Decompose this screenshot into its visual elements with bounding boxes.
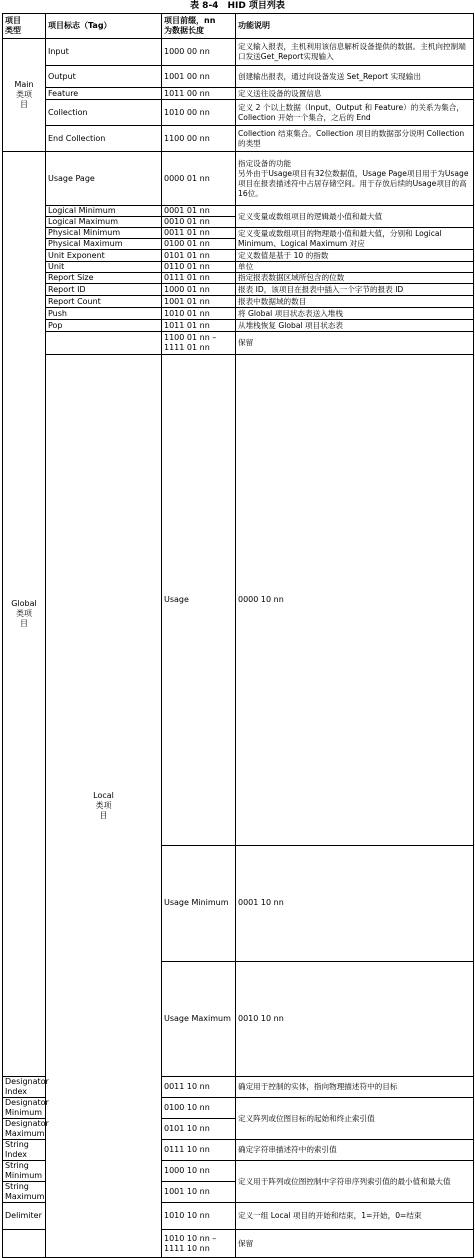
table-row (3, 332, 474, 355)
prefix-cell: 1100 01 nn – 1111 01 nn (162, 332, 236, 355)
tag-cell: Designator Maximum (3, 1119, 46, 1140)
tag-cell: String Maximum (3, 1182, 46, 1203)
description-cell: 单位 (236, 262, 474, 273)
tag-cell: String Index (3, 1140, 46, 1161)
prefix-cell: 1011 00 nn (162, 88, 236, 100)
table-row (3, 296, 474, 308)
tag-cell: Delimiter (3, 1203, 46, 1230)
table-row (3, 355, 474, 846)
tag-cell: Report Count (46, 296, 162, 308)
tag-cell: Usage Minimum (162, 846, 236, 962)
tag-cell: Feature (46, 88, 162, 100)
prefix-cell: 1000 10 nn (162, 1161, 236, 1182)
tag-cell: Report ID (46, 284, 162, 296)
prefix-cell: 0000 01 nn (162, 152, 236, 206)
tag-cell: End Collection (46, 126, 162, 152)
prefix-cell: 1010 10 nn – 1111 10 nn (162, 1230, 236, 1258)
tag-cell: Designator Minimum (3, 1098, 46, 1119)
header-item-type: 项目 类型 (3, 14, 46, 39)
tag-cell (3, 1230, 46, 1258)
table-row (3, 206, 474, 217)
tag-cell: Physical Maximum (46, 239, 162, 250)
description-cell: 报表 ID，该项目在报表中插入一个字节的报表 ID (236, 284, 474, 296)
description-cell: 定义输入报表，主机利用该信息解析设备提供的数据。主机向控制端口发送Get_Report实现输入 (236, 39, 474, 66)
tag-cell: Input (46, 39, 162, 66)
tag-cell: Usage Maximum (162, 961, 236, 1077)
prefix-cell: 1100 00 nn (162, 126, 236, 152)
table-row (3, 273, 474, 284)
description-cell: 将 Global 项目状态表送入堆栈 (236, 308, 474, 320)
table-row (3, 88, 474, 100)
prefix-cell: 0011 01 nn (162, 228, 236, 239)
tag-cell: Designator Index (3, 1077, 46, 1098)
description-cell: Collection 结束集合。Collection 项目的数据部分说明 Collection 的类型 (236, 126, 474, 152)
tag-cell (46, 332, 162, 355)
tag-cell: Push (46, 308, 162, 320)
description-cell: 报表中数据域的数目 (236, 296, 474, 308)
prefix-cell: 0100 10 nn (162, 1098, 236, 1119)
description-cell: 保留 (236, 332, 474, 355)
header-prefix: 项目前缀，nn 为数据长度 (162, 14, 236, 39)
header-function: 功能说明 (236, 14, 474, 39)
table-row (3, 100, 474, 126)
tag-cell: Report Size (46, 273, 162, 284)
table-body (3, 39, 474, 1258)
description-cell: 指定报表数据区域所包含的位数 (236, 273, 474, 284)
table-row (3, 228, 474, 239)
prefix-cell: 1000 01 nn (162, 284, 236, 296)
description-cell: 定义送往设备的设置信息 (236, 88, 474, 100)
tag-cell: Collection (46, 100, 162, 126)
header-tag: 项目标志（Tag） (46, 14, 162, 39)
prefix-cell: 1001 00 nn (162, 66, 236, 88)
table-row (3, 308, 474, 320)
prefix-cell: 0001 01 nn (162, 206, 236, 217)
tag-cell: Physical Minimum (46, 228, 162, 239)
prefix-cell: 0111 01 nn (162, 273, 236, 284)
description-cell: 定义阵列或位图目标的起始和终止索引值 (236, 1098, 474, 1140)
prefix-cell: 0000 10 nn (236, 355, 474, 846)
tag-cell: Pop (46, 320, 162, 332)
table-row (3, 66, 474, 88)
table-row (3, 126, 474, 152)
prefix-cell: 0110 01 nn (162, 262, 236, 273)
description-cell: 定义用于阵列或位图控制中字符串序列索引值的最小值和最大值 (236, 1161, 474, 1203)
description-cell: 定义变量或数组项目的逻辑最小值和最大值 (236, 206, 474, 228)
tag-cell: Usage Page (46, 152, 162, 206)
tag-cell: Unit Exponent (46, 250, 162, 262)
description-cell: 保留 (236, 1230, 474, 1258)
table-row (3, 250, 474, 262)
description-cell: 确定字符串描述符中的索引值 (236, 1140, 474, 1161)
prefix-cell: 0100 01 nn (162, 239, 236, 250)
tag-cell: String Minimum (3, 1161, 46, 1182)
header-row (3, 14, 474, 39)
table-row (3, 39, 474, 66)
description-cell: 定义 2 个以上数据（Input、Output 和 Feature）的关系为集合，Collection 开始一个集合，之后的 End (236, 100, 474, 126)
prefix-cell: 1010 10 nn (162, 1203, 236, 1230)
tag-cell: Unit (46, 262, 162, 273)
prefix-cell: 0010 01 nn (162, 217, 236, 228)
tag-cell: Output (46, 66, 162, 88)
prefix-cell: 1000 00 nn (162, 39, 236, 66)
prefix-cell: 0011 10 nn (162, 1077, 236, 1098)
table-row (3, 262, 474, 273)
description-cell: 创建输出报表，通过向设备发送 Set_Report 实现输出 (236, 66, 474, 88)
item-type-cell: Main 类项 目 (3, 39, 46, 152)
prefix-cell: 1010 00 nn (162, 100, 236, 126)
hid-item-table (2, 13, 474, 1258)
description-cell: 定义数值是基于 10 的指数 (236, 250, 474, 262)
description-cell: 从堆栈恢复 Global 项目状态表 (236, 320, 474, 332)
prefix-cell: 0101 10 nn (162, 1119, 236, 1140)
tag-cell: Logical Maximum (46, 217, 162, 228)
table-row (3, 320, 474, 332)
table-caption: 表 8-4 HID 项目列表 (190, 1, 285, 11)
prefix-cell: 0111 10 nn (162, 1140, 236, 1161)
prefix-cell: 1011 01 nn (162, 320, 236, 332)
prefix-cell: 0101 01 nn (162, 250, 236, 262)
prefix-cell: 1001 10 nn (162, 1182, 236, 1203)
item-type-cell: Global 类项 目 (3, 152, 46, 1077)
item-type-cell: Local 类项 目 (46, 355, 162, 1258)
description-cell: 确定用于控制的实体，指向物理描述符中的目标 (236, 1077, 474, 1098)
prefix-cell: 1001 01 nn (162, 296, 236, 308)
prefix-cell: 1010 01 nn (162, 308, 236, 320)
table-row (3, 152, 474, 206)
table-row (3, 284, 474, 296)
description-cell: 定义一组 Local 项目的开始和结束，1=开始，0=结束 (236, 1203, 474, 1230)
description-cell: 指定设备的功能 另外由于Usage项目有32位数据值，Usage Page项目用于为Usage项目在报表描述符中占居存储空间。用于存放后续的Usage项目的高16位。 (236, 152, 474, 206)
prefix-cell: 0010 10 nn (236, 961, 474, 1077)
tag-cell: Usage (162, 355, 236, 846)
tag-cell: Logical Minimum (46, 206, 162, 217)
prefix-cell: 0001 10 nn (236, 846, 474, 962)
description-cell: 定义变量或数组项目的物理最小值和最大值，分别和 Logical Minimum、Logical Maximum 对应 (236, 228, 474, 250)
